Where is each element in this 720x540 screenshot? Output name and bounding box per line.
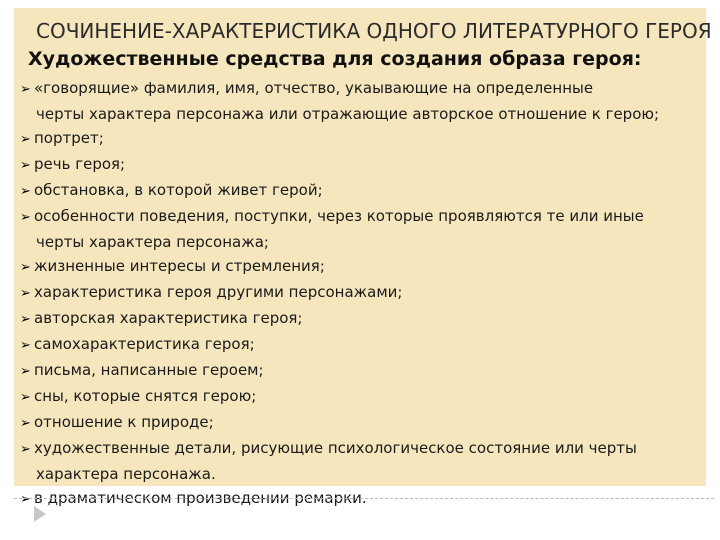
slide-subtitle: Художественные средства для создания образа героя:	[28, 48, 642, 70]
list-item-text: речь героя;	[34, 155, 126, 173]
bullet-arrow-icon: ➢	[20, 416, 31, 431]
slide-panel	[14, 8, 712, 507]
list-item	[20, 126, 704, 152]
list-item-text: авторская характеристика героя;	[34, 309, 303, 327]
list-item-text: характеристика героя другими персонажами;	[34, 283, 403, 301]
list-item	[20, 152, 704, 178]
bullet-list	[20, 76, 704, 512]
list-item-continuation: характера персонажа.	[36, 465, 216, 483]
list-item-text: жизненные интересы и стремления;	[34, 257, 325, 275]
list-item	[20, 254, 704, 280]
bullet-arrow-icon: ➢	[20, 338, 31, 353]
list-item	[20, 410, 704, 436]
bullet-arrow-icon: ➢	[20, 132, 31, 147]
list-item	[20, 486, 704, 512]
list-item-text: самохарактеристика героя;	[34, 335, 255, 353]
list-item-text: художественные детали, рисующие психологическое состояние или черты	[34, 439, 637, 457]
bullet-arrow-icon: ➢	[20, 184, 31, 199]
bullet-arrow-icon: ➢	[20, 260, 31, 275]
bullet-arrow-icon: ➢	[20, 158, 31, 173]
list-item	[20, 384, 704, 410]
list-item-text: обстановка, в которой живет герой;	[34, 181, 323, 199]
list-item-continuation: черты характера персонажа;	[36, 233, 269, 251]
list-item	[20, 358, 704, 384]
bullet-arrow-icon: ➢	[20, 492, 31, 507]
list-item-text: отношение к природе;	[34, 413, 214, 431]
list-item-text: «говорящие» фамилия, имя, отчество, укаывающие на определенные	[34, 79, 594, 97]
list-item	[20, 178, 704, 204]
bullet-arrow-icon: ➢	[20, 210, 31, 225]
bullet-arrow-icon: ➢	[20, 286, 31, 301]
list-item	[20, 332, 704, 358]
list-item	[20, 76, 704, 126]
triangle-right-icon[interactable]	[34, 506, 46, 522]
list-item-text: сны, которые снятся герою;	[34, 387, 257, 405]
list-item-text: письма, написанные героем;	[34, 361, 264, 379]
list-item	[20, 436, 704, 486]
bullet-arrow-icon: ➢	[20, 312, 31, 327]
bullet-arrow-icon: ➢	[20, 364, 31, 379]
list-item-continuation: черты характера персонажа или отражающие авторское отношение к герою;	[36, 105, 660, 123]
list-item-text: портрет;	[34, 129, 104, 147]
list-item-text: особенности поведения, поступки, через которые проявляются те или иные	[34, 207, 644, 225]
list-item	[20, 280, 704, 306]
bullet-arrow-icon: ➢	[20, 390, 31, 405]
slide-title: СОЧИНЕНИЕ-ХАРАКТЕРИСТИКА ОДНОГО ЛИТЕРАТУРНОГО ГЕРОЯ	[36, 19, 712, 43]
footer-divider	[14, 498, 714, 499]
list-item-text: в драматическом произведении ремарки.	[34, 489, 367, 507]
bullet-arrow-icon: ➢	[20, 442, 31, 457]
list-item	[20, 306, 704, 332]
bullet-arrow-icon: ➢	[20, 82, 31, 97]
list-item	[20, 204, 704, 254]
